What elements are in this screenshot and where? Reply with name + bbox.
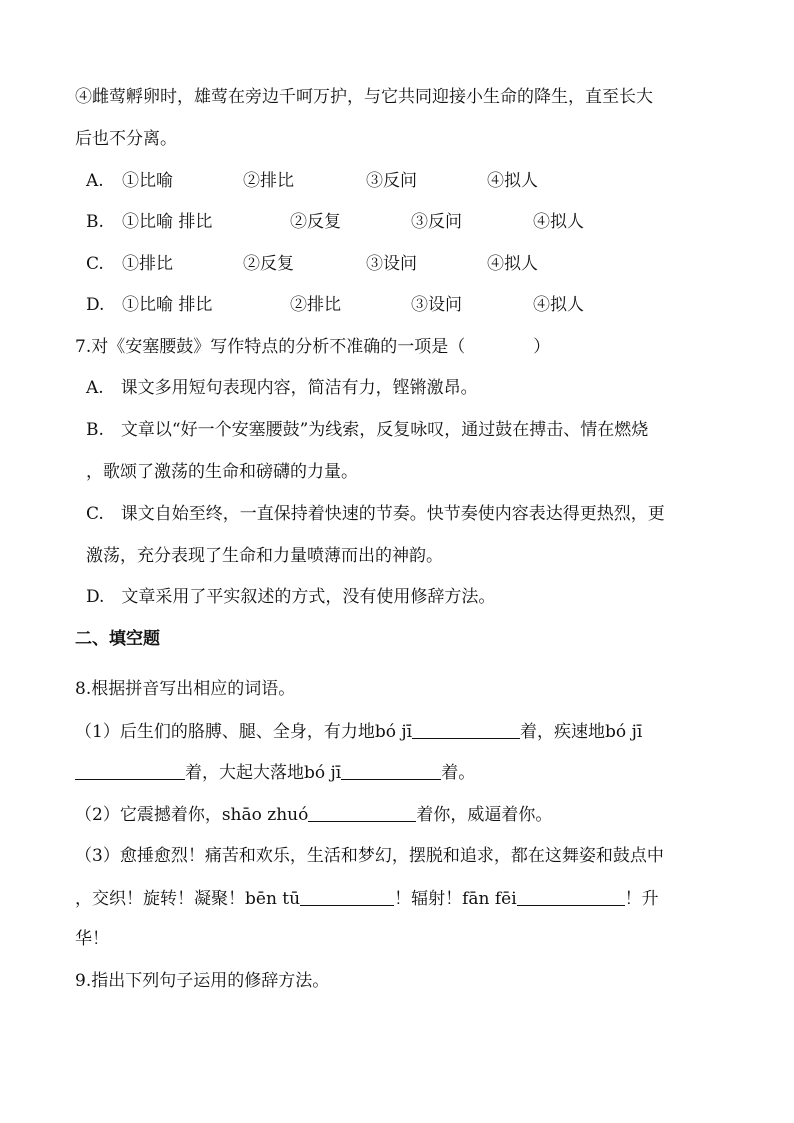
q8-item1-line1: （1）后生们的胳膊、腿、全身，有力地bó jī 着，疾速地bó jī bbox=[75, 722, 643, 742]
q8-item3-line3: 华！ bbox=[75, 929, 109, 949]
q6-option-b-item3: ③反问 bbox=[411, 212, 462, 232]
q7-stem: 7.对《安塞腰鼓》写作特点的分析不准确的一项是（ ） bbox=[75, 337, 551, 357]
q6-sentence-4-line2: 后也不分离。 bbox=[75, 129, 177, 149]
q7-option-d: D. 文章采用了平实叙述的方式，没有使用修辞方法。 bbox=[86, 587, 496, 607]
q6-option-b-item2: ②反复 bbox=[290, 212, 341, 232]
answer-blank[interactable] bbox=[341, 761, 441, 780]
q6-option-d-item1: ①比喻 排比 bbox=[122, 295, 213, 315]
answer-blank[interactable] bbox=[300, 887, 394, 906]
q6-option-a-item3: ③反问 bbox=[366, 171, 417, 191]
q6-option-c-item2: ②反复 bbox=[243, 254, 294, 274]
answer-blank[interactable] bbox=[308, 803, 416, 822]
q9-stem: 9.指出下列句子运用的修辞方法。 bbox=[75, 971, 330, 991]
q7-option-b-line2: ，歌颂了激荡的生命和磅礴的力量。 bbox=[86, 462, 358, 482]
q6-option-d-item4: ④拟人 bbox=[533, 295, 584, 315]
q8-item1-line2: 着，大起大落地bó jī 着。 bbox=[75, 761, 475, 784]
q6-option-a-item1: ①比喻 bbox=[122, 171, 173, 191]
q7-option-c-line1: C. 课文自始至终，一直保持着快速的节奏。快节奏使内容表达得更热烈，更 bbox=[86, 504, 665, 524]
answer-blank[interactable] bbox=[75, 761, 185, 780]
answer-blank[interactable] bbox=[412, 720, 520, 739]
q6-option-a-item2: ②排比 bbox=[243, 171, 294, 191]
q7-option-c-line2: 激荡，充分表现了生命和力量喷薄而出的神韵。 bbox=[86, 546, 443, 566]
q6-option-c-item1: ①排比 bbox=[122, 254, 173, 274]
q6-option-b-item4: ④拟人 bbox=[533, 212, 584, 232]
q6-option-c-item4: ④拟人 bbox=[487, 254, 538, 274]
q6-option-d-item3: ③设问 bbox=[411, 295, 462, 315]
q8-stem: 8.根据拼音写出相应的词语。 bbox=[75, 679, 296, 699]
q6-option-b-letter: B. bbox=[86, 212, 104, 232]
q6-option-b-item1: ①比喻 排比 bbox=[122, 212, 213, 232]
q6-option-a-letter: A. bbox=[86, 171, 104, 191]
q8-item3-line1: （3）愈捶愈烈！痛苦和欢乐，生活和梦幻，摆脱和追求，都在这舞姿和鼓点中 bbox=[75, 846, 664, 866]
q6-option-c-letter: C. bbox=[86, 254, 104, 274]
q6-option-a-item4: ④拟人 bbox=[487, 171, 538, 191]
q7-option-a: A. 课文多用短句表现内容，简洁有力，铿锵激昂。 bbox=[86, 378, 478, 398]
section-title: 二、填空题 bbox=[75, 629, 160, 649]
q8-item2: （2）它震撼着你，shāo zhuó 着你，威逼着你。 bbox=[75, 805, 553, 825]
q6-option-d-item2: ②排比 bbox=[290, 295, 341, 315]
q6-option-c-item3: ③设问 bbox=[366, 254, 417, 274]
q6-option-d-letter: D. bbox=[86, 295, 105, 315]
q7-option-b-line1: B. 文章以“好一个安塞腰鼓”为线索，反复咏叹，通过鼓在搏击、情在燃烧 bbox=[86, 420, 649, 440]
q6-sentence-4-line1: ④雌莺孵卵时，雄莺在旁边千呵万护，与它共同迎接小生命的降生，直至长大 bbox=[75, 87, 653, 107]
q8-item3-line2: ，交织！旋转！凝聚！bēn tū ！辐射！fān fēi ！升 bbox=[75, 889, 659, 909]
answer-blank[interactable] bbox=[517, 887, 625, 906]
